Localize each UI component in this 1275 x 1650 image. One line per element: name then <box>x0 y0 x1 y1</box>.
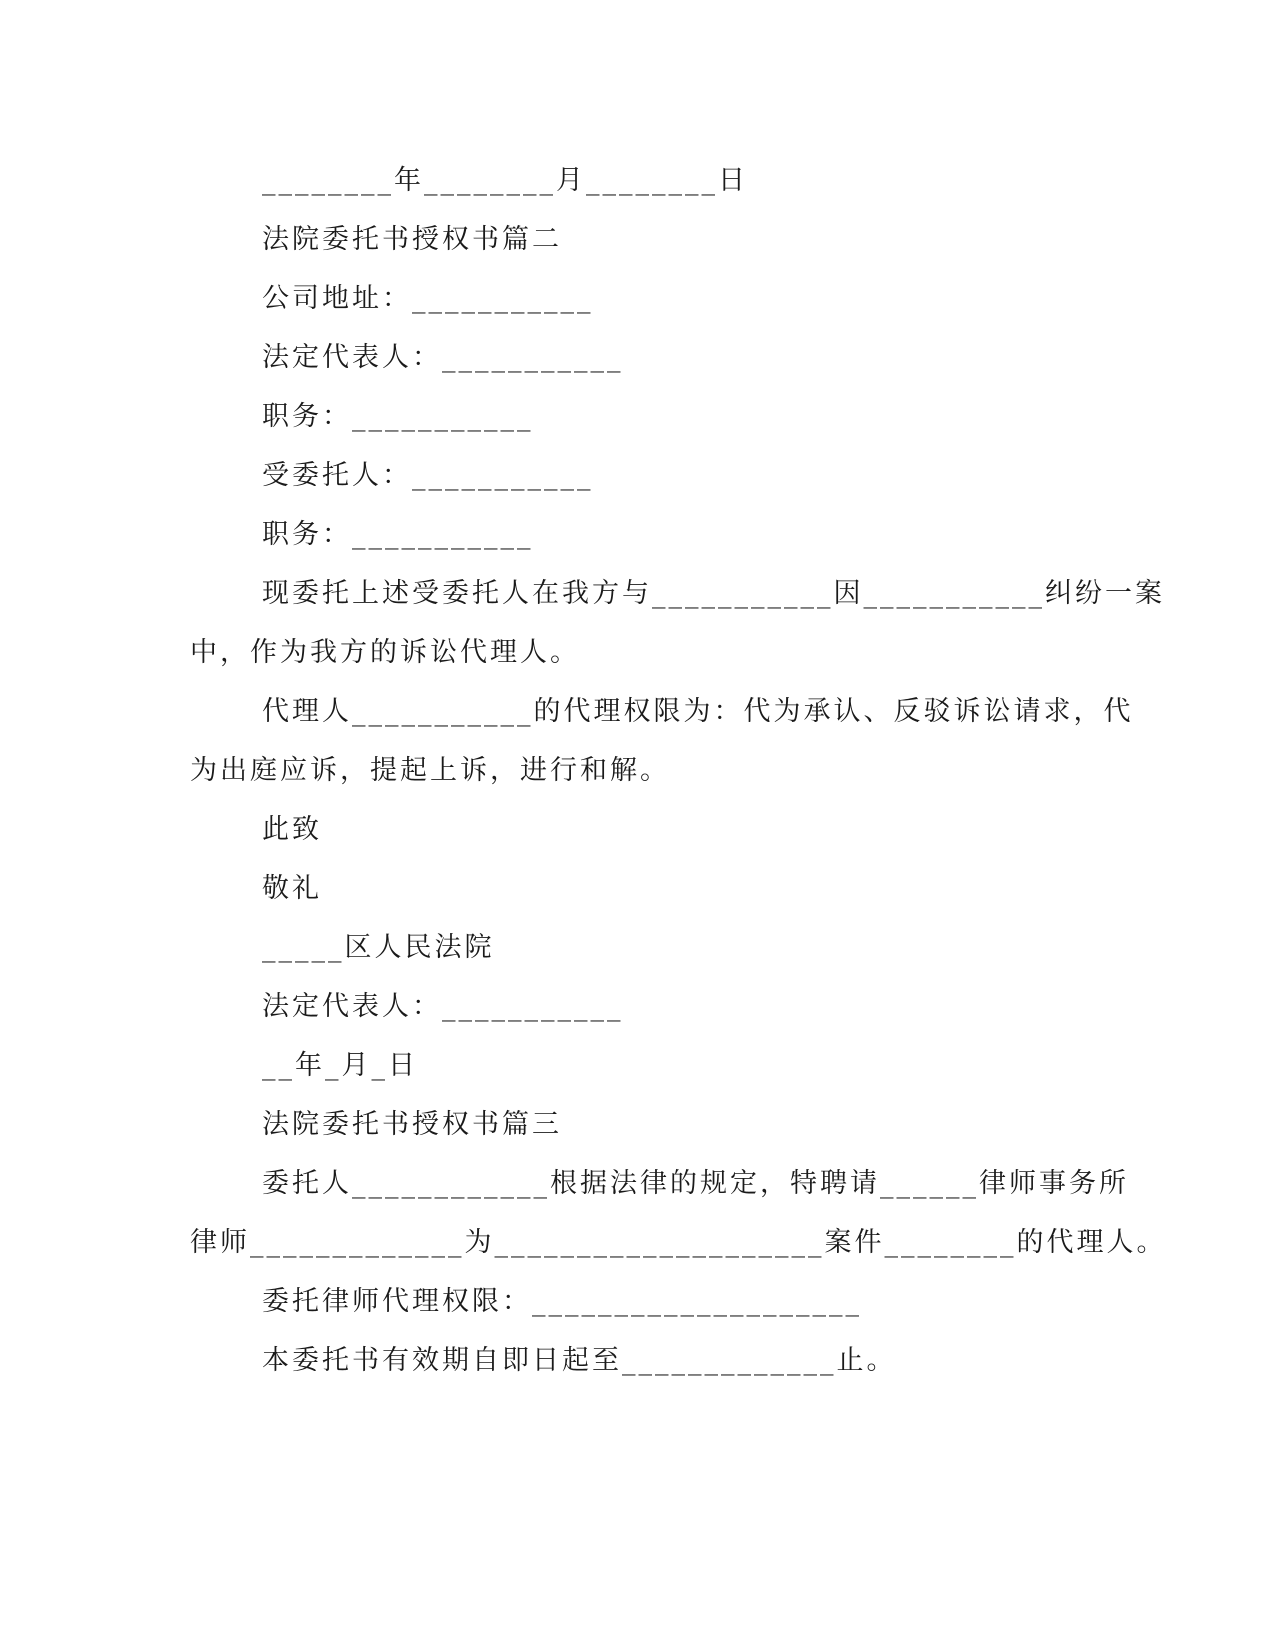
position-line: 职务：___________ <box>262 401 534 432</box>
regards-line: 敬礼 <box>262 873 322 904</box>
salutation-line: 此致 <box>262 814 322 845</box>
date-line: ________年________月________日 <box>262 165 748 196</box>
agent-position-line: 职务：___________ <box>262 519 534 550</box>
lawyer-authority-line: 委托律师代理权限：____________________ <box>262 1286 862 1317</box>
section-heading-2: 法院委托书授权书篇二 <box>262 224 562 255</box>
engagement-paragraph-line-1: 委托人____________根据法律的规定，特聘请______律师事务所 <box>262 1168 1129 1199</box>
authority-paragraph-line-2: 为出庭应诉，提起上诉，进行和解。 <box>190 755 670 786</box>
legal-representative-signature-line: 法定代表人：___________ <box>262 991 624 1022</box>
entrust-paragraph-line-1: 现委托上述受委托人在我方与___________因___________纠纷一案 <box>262 578 1165 609</box>
agent-line: 受委托人：___________ <box>262 460 594 491</box>
entrust-paragraph-line-2: 中，作为我方的诉讼代理人。 <box>190 637 580 668</box>
authority-paragraph-line-1: 代理人___________的代理权限为：代为承认、反驳诉讼请求，代 <box>262 696 1134 727</box>
court-line: _____区人民法院 <box>262 932 495 963</box>
legal-representative-line: 法定代表人：___________ <box>262 342 624 373</box>
section-heading-3: 法院委托书授权书篇三 <box>262 1109 562 1140</box>
company-address-line: 公司地址：___________ <box>262 283 594 314</box>
signature-date-line: __年_月_日 <box>262 1050 418 1081</box>
validity-period-line: 本委托书有效期自即日起至_____________止。 <box>262 1345 897 1376</box>
engagement-paragraph-line-2: 律师_____________为____________________案件________的代理人。 <box>190 1227 1167 1258</box>
